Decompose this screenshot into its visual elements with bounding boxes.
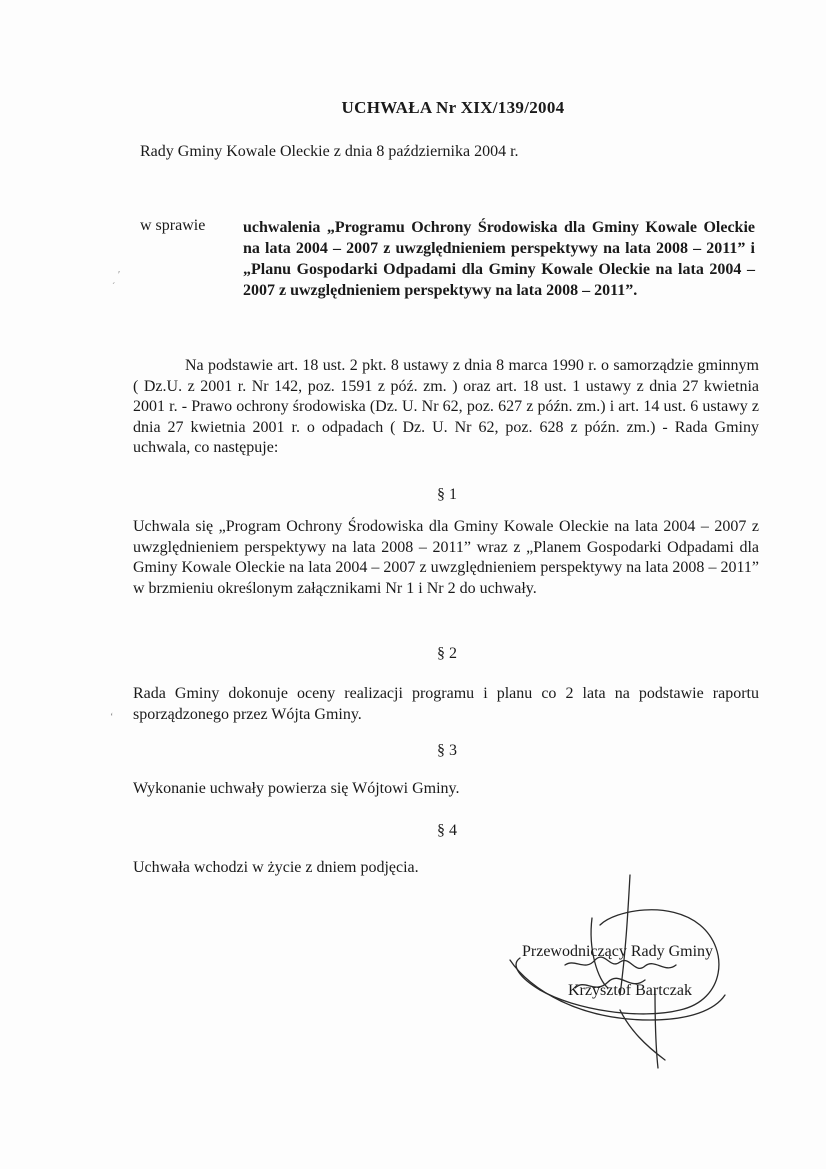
section-1-text: Uchwala się „Program Ochrony Środowiska dla Gminy Kowale Oleckie na lata 2004 – 2007 z uwzględnieniem perspektywy na lata 2008 – 2011” wraz z „Planem Gospodarki Odpadami dla Gminy Kowale Oleckie na lata 2004 – 2007 z uwzględnieniem perspektywy na lata 2008 – 2011” w brzmieniu określonym załącznikami Nr 1 i Nr 2 do uchwały. <box>133 518 759 597</box>
section-3-mark: § 3 <box>437 742 457 759</box>
scan-speck: ʻ <box>110 712 114 723</box>
section-2-mark: § 2 <box>437 645 457 662</box>
legal-basis-paragraph: Na podstawie art. 18 ust. 2 pkt. 8 ustawy z dnia 8 marca 1990 r. o samorządzie gminnym ( Dz.U. z 2001 r. Nr 142, poz. 1591 z póź. zm. ) oraz art. 18 ust. 1 ustawy z dnia 27 kwietnia 2001 r. - Prawo ochrony środowiska (Dz. U. Nr 62, poz. 627 z późn. zm.) i art. 14 ust. 6 ustawy z dnia 27 kwietnia 2001 r. o odpadach ( Dz. U. Nr 62, poz. 628 z późn. zm.) - Rada Gminy uchwala, co następuje: <box>133 357 759 456</box>
scan-speck: ʹ <box>118 270 121 281</box>
signatory-name: Krzysztof Bartczak <box>568 982 692 999</box>
subject-label: w sprawie <box>140 217 206 234</box>
section-3-text: Wykonanie uchwały powierza się Wójtowi Gminy. <box>133 780 460 797</box>
scan-speck: ˊ <box>112 282 116 293</box>
resolution-subtitle: Rady Gminy Kowale Oleckie z dnia 8 października 2004 r. <box>140 143 519 160</box>
section-4-text: Uchwała wchodzi w życie z dniem podjęcia. <box>133 859 419 876</box>
handwritten-signature <box>480 870 780 1070</box>
subject-text: uchwalenia „Programu Ochrony Środowiska dla Gminy Kowale Oleckie na lata 2004 – 2007 z uwzględnieniem perspektywy na lata 2008 – 2011” i „Planu Gospodarki Odpadami dla Gminy Kowale Oleckie na lata 2004 – 2007 z uwzględnieniem perspektywy na lata 2008 – 2011”. <box>243 219 755 299</box>
section-2-text: Rada Gminy dokonuje oceny realizacji programu i planu co 2 lata na podstawie raportu sporządzonego przez Wójta Gminy. <box>133 685 759 723</box>
section-1-mark: § 1 <box>437 486 457 503</box>
resolution-title: UCHWAŁA Nr XIX/139/2004 <box>341 98 565 117</box>
section-4-mark: § 4 <box>437 822 457 839</box>
signatory-title: Przewodniczący Rady Gminy <box>522 943 714 960</box>
signature-block <box>480 870 780 1070</box>
